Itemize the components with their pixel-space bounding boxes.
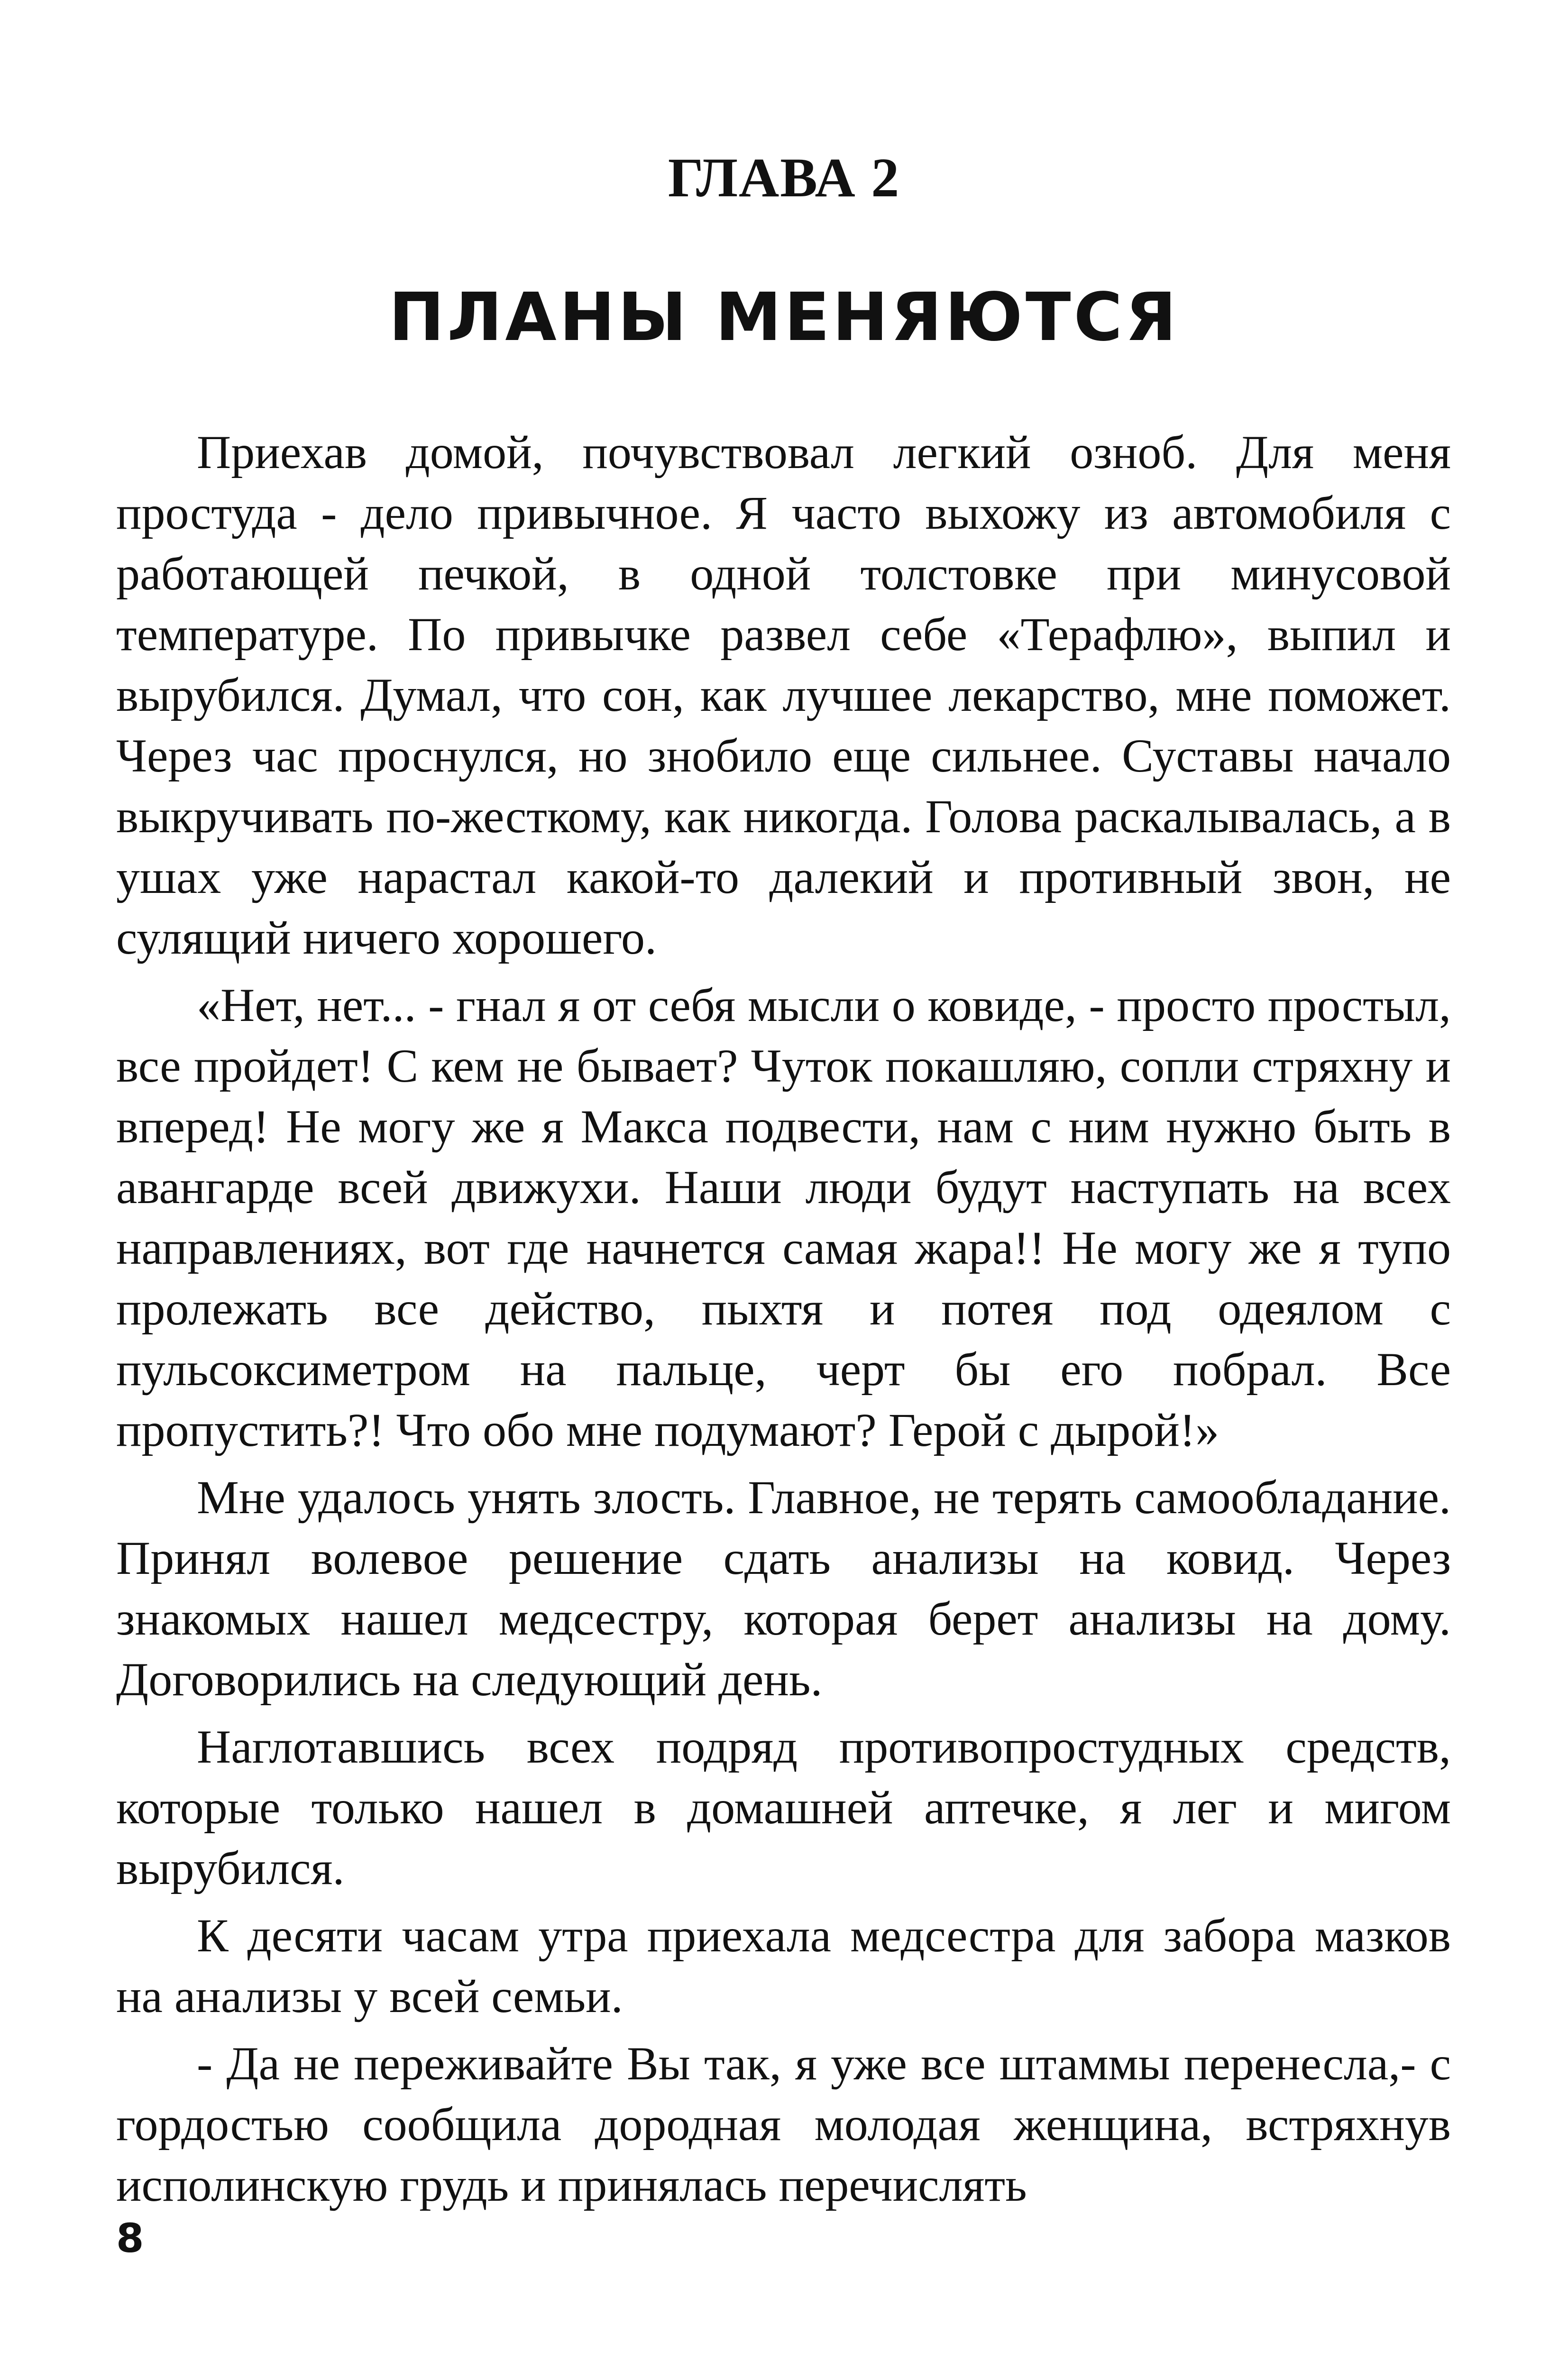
body-text <box>116 422 1451 2222</box>
paragraph: «Нет, нет... - гнал я от себя мысли о ковиде, - просто простыл, все пройдет! С кем не бывает? Чуток покашляю, сопли стряхну и вперед! Не могу же я Макса подвести, нам с ним нужно быть в авангарде всей движухи. Наши люди будут наступать на всех направлениях, вот где начнется самая жара!! Не могу же я тупо пролежать все действо, пыхтя и потея под одеялом с пульсоксиметром на пальце, черт бы его побрал. Все пропустить?! Что обо мне подумают? Герой с дырой!» <box>116 979 1451 1456</box>
paragraph: - Да не переживайте Вы так, я уже все штаммы перенесла,- с гордостью сообщила дородная молодая женщина, встряхнув исполинскую грудь и принялась перечислять <box>116 2037 1451 2211</box>
paragraph: Приехав домой, почувствовал легкий озноб. Для меня простуда - дело привычное. Я часто выхожу из автомобиля с работающей печкой, в одной толстовке при минусовой температуре. По привычке развел себе «Терафлю», выпил и вырубился. Думал, что сон, как лучшее лекарство, мне поможет. Через час проснулся, но знобило еще сильнее. Суставы начало выкручивать по-жесткому, как никогда. Голова раскалывалась, а в ушах уже нарастал какой-то далекий и противный звон, не сулящий ничего хорошего. <box>116 426 1451 964</box>
chapter-title: ПЛАНЫ МЕНЯЮТСЯ <box>388 279 1180 356</box>
chapter-label: ГЛАВА 2 <box>668 147 900 209</box>
page-number: 8 <box>116 2215 144 2261</box>
paragraph: К десяти часам утра приехала медсестра для забора мазков на анализы у всей семьи. <box>116 1909 1451 2022</box>
paragraph: Наглотавшись всех подряд противопростудных средств, которые только нашел в домашней аптечке, я лег и мигом вырубился. <box>116 1720 1451 1894</box>
paragraph: Мне удалось унять злость. Главное, не терять самообладание. Принял волевое решение сдать анализы на ковид. Через знакомых нашел медсестру, которая берет анализы на дому. Договорились на следующий день. <box>116 1471 1451 1706</box>
